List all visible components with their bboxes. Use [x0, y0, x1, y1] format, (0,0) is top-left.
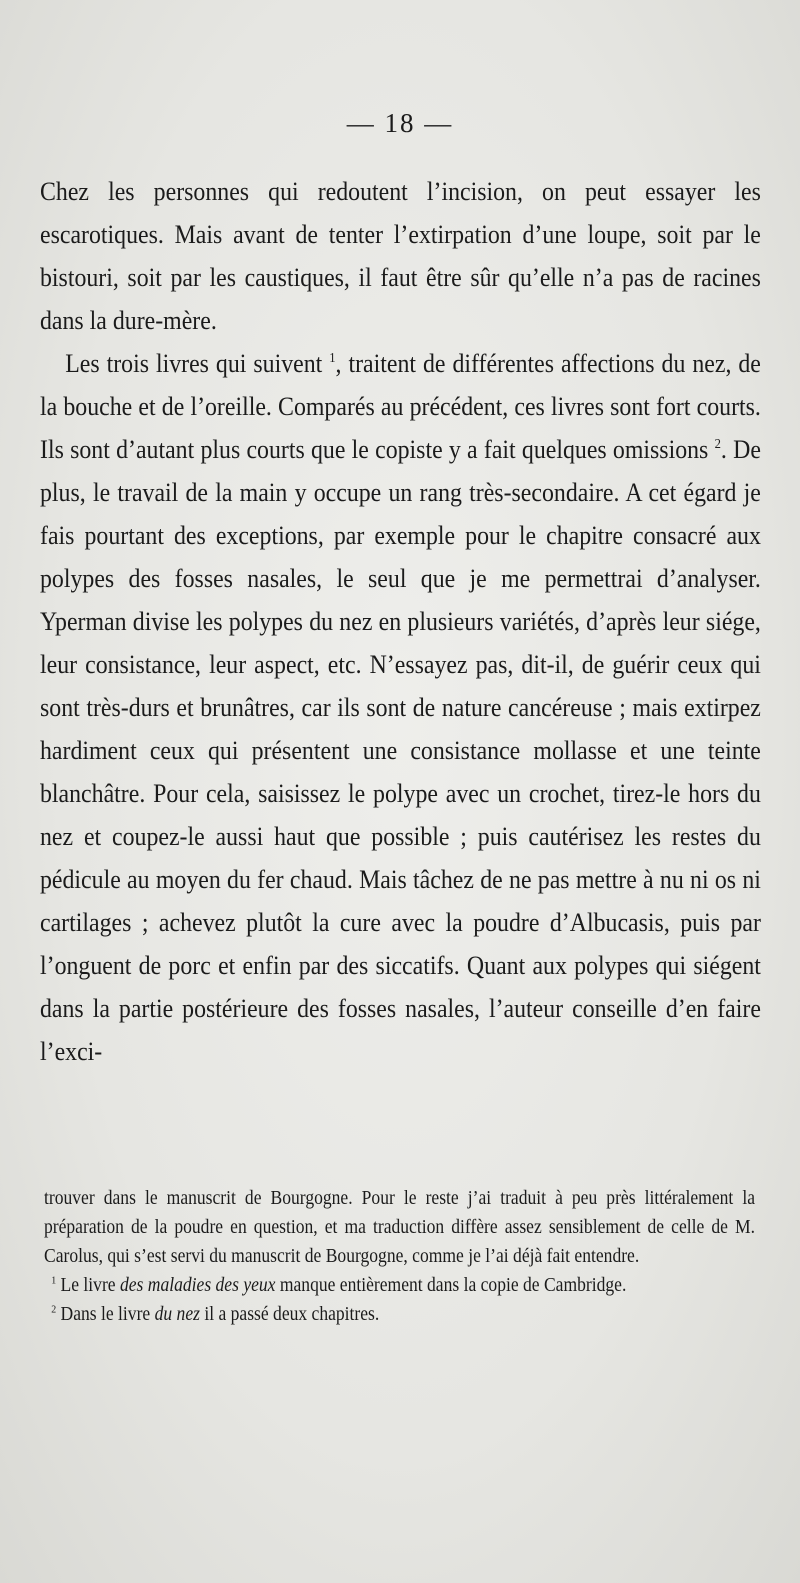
footnote-2-mark: 2 — [51, 1303, 57, 1316]
footnote-1-italic: des maladies des yeux — [119, 1275, 276, 1296]
page-number: — 18 — — [346, 108, 454, 138]
paragraph-2-part-2: , traitent de différentes affections du nez, de la bouche et de l’oreille. Comparés au précédent, ces livres sont fort courts. Ils sont d’autant plus courts que le copiste y a fait quelques omissions — [40, 348, 761, 464]
footnote-2-italic: du nez — [154, 1304, 200, 1325]
footnote-continuation: trouver dans le manuscrit de Bourgogne. Pour le reste j’ai traduit à peu près littéralement la préparation de la poudre en question, et ma traduction diffère assez sensiblement de celle de M. Carolus, qui s’est servi du manuscrit de Bourgogne, comme je l’ai déjà fait entendre. — [44, 1188, 755, 1267]
footnote-1-before: Le livre — [56, 1275, 120, 1296]
footnotes — [44, 1184, 755, 1329]
footnote-2 — [44, 1300, 755, 1329]
footnote-2-before: Dans le livre — [56, 1304, 155, 1325]
footnote-1-mark: 1 — [51, 1274, 57, 1287]
paragraph-2 — [40, 342, 761, 1073]
footnote-ref-1: 1 — [329, 351, 336, 367]
paragraph-2-part-1: Les trois livres qui suivent — [65, 348, 330, 378]
footnote-ref-2: 2 — [714, 437, 721, 453]
footnote-2-after: il a passé deux chapitres. — [199, 1304, 380, 1325]
paragraph-2-part-3: . De plus, le travail de la main y occupe un rang très-secondaire. A cet égard je fais pourtant des exceptions, par exemple pour le chapitre consacré aux polypes des fosses nasales, le seul que je me permettrai d’analyser. Yperman divise les polypes du nez en plusieurs variétés, d’après leur siége, leur consistance, leur aspect, etc. N’essayez pas, dit-il, de guérir ceux qui sont très-durs et brunâtres, car ils sont de nature cancéreuse ; mais extirpez hardiment ceux qui présentent une consistance mollasse et une teinte blanchâtre. Pour cela, saisissez le polype avec un crochet, tirez-le hors du nez et coupez-le aussi haut que possible ; puis cautérisez les restes du pédicule au moyen du fer chaud. Mais tâchez de ne pas mettre à nu ni os ni cartilages ; achevez plutôt la cure avec la poudre d’Albucasis, puis par l’onguent de porc et enfin par des siccatifs. Quant aux polypes qui siégent dans la partie postérieure des fosses nasales, l’auteur conseille d’en faire l’exci- — [40, 434, 761, 1066]
main-text — [40, 170, 761, 1073]
footnote-1 — [44, 1271, 755, 1300]
footnote-1-after: manque entièrement dans la copie de Cambridge. — [275, 1275, 627, 1296]
paragraph-1: Chez les personnes qui redoutent l’incision, on peut essayer les escarotiques. Mais avant de tenter l’extirpation d’une loupe, soit par le bistouri, soit par les caustiques, il faut être sûr qu’elle n’a pas de racines dans la dure-mère. — [40, 176, 761, 335]
